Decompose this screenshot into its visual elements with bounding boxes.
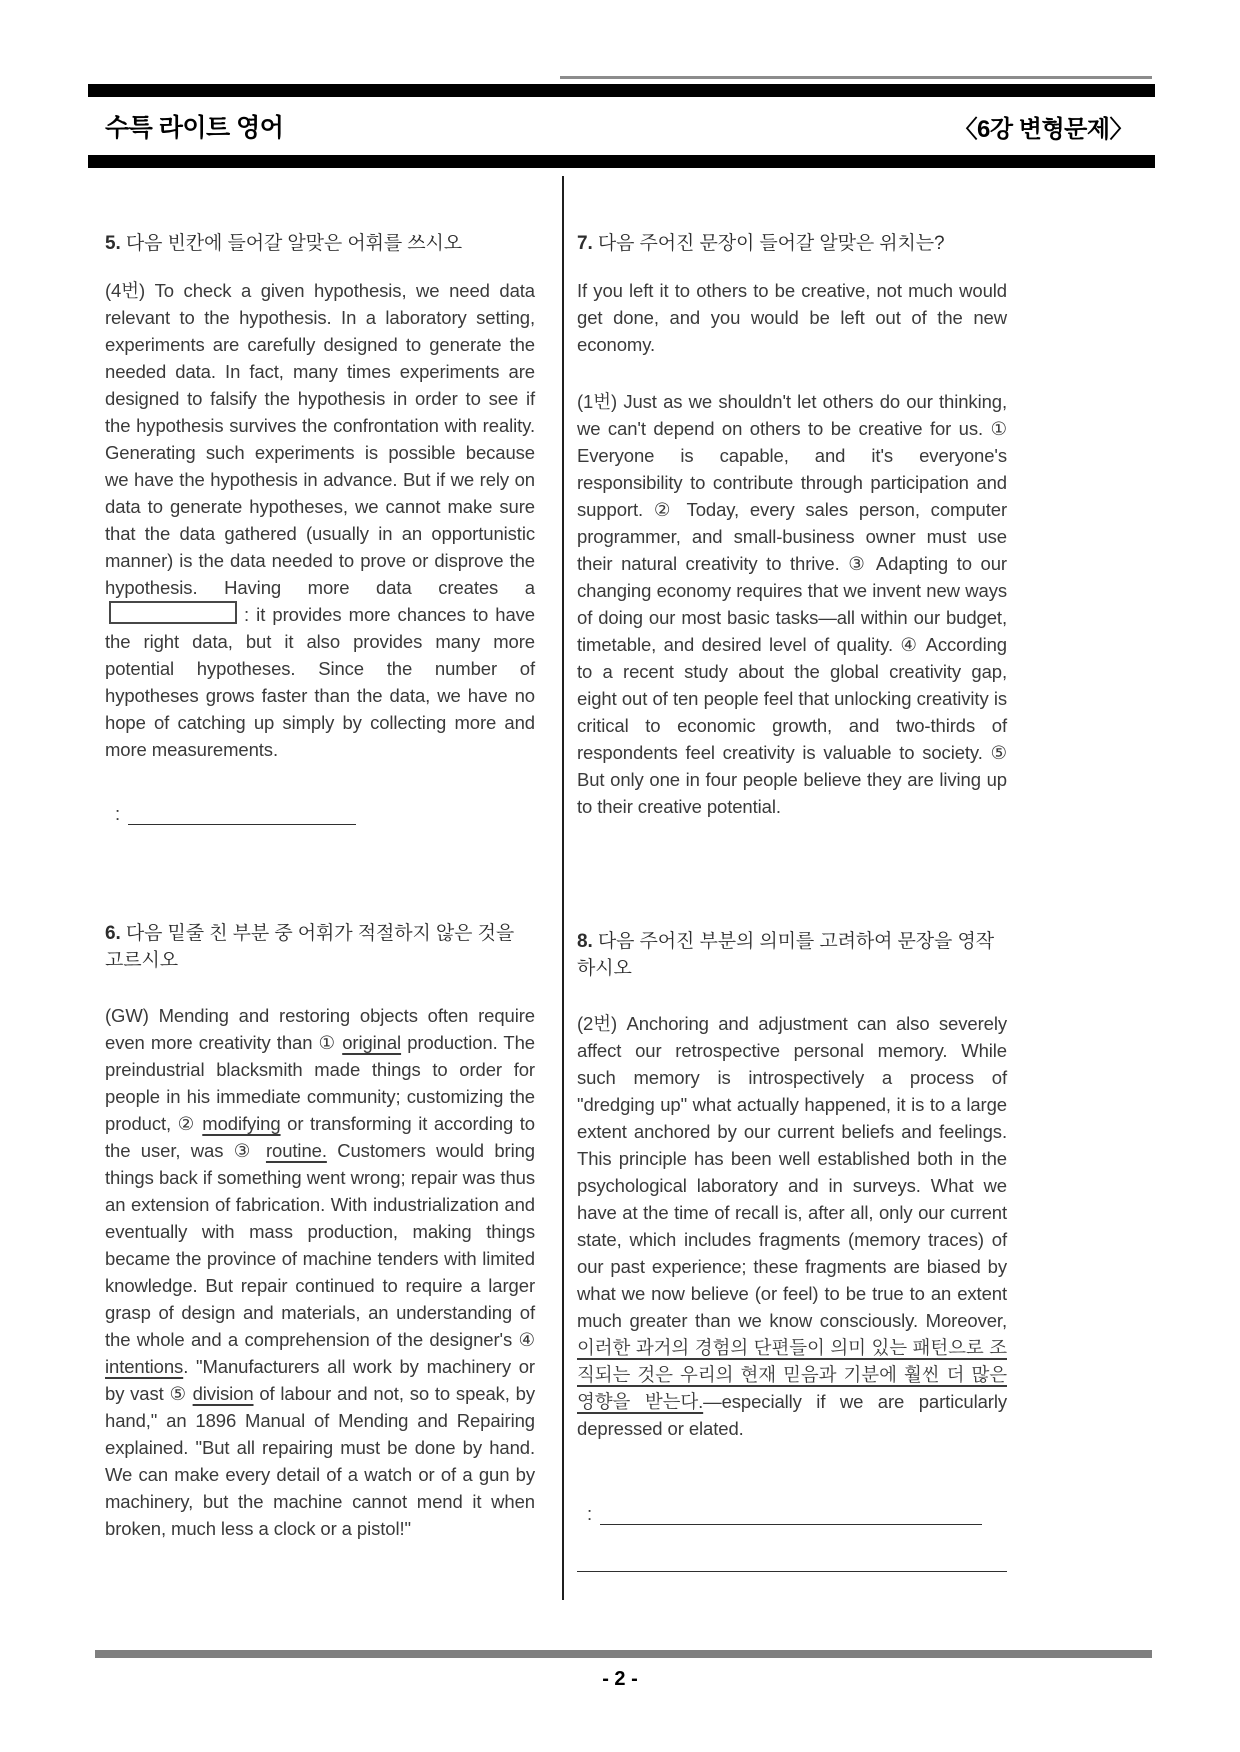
header-left-title: 수특 라이트 영어: [105, 114, 284, 142]
fill-in-blank-box: [109, 601, 237, 624]
q7-title: 다음 주어진 문장이 들어갈 알맞은 위치는?: [597, 233, 945, 254]
header-right-title: 〈6강 변형문제〉: [953, 115, 1133, 143]
q6-passage: (GW) Mending and restoring objects often require even more creativity than ① original production. The preindustrial blacksmith made things to order for people in his immediate community; customizing the product, ② modifying or transforming it according to the user, was ③ routine. Customers would bring things back if something went wrong; repair was thus an extension of fabrication. With industrialization and eventually with mass production, making things became the province of machine tenders with limited knowledge. But repair continued to require a larger grasp of design and materials, an understanding of the whole and a comprehension of the designer's ④ intentions. "Manufacturers all work by machinery or by vast ⑤ division of labour and not, so to speak, by hand," an 1896 Manual of Mending and Repairing explained. "But all repairing must be done by hand. We can make every detail of a watch or of a gun by machinery, but the machine cannot mend it when broken, much less a clock or a pistol!": [105, 1005, 535, 1539]
q8-passage: (2번) Anchoring and adjustment can also severely affect our retrospective personal memory. While such memory is introspectively a process of "dredging up" what actually happened, it is to a large extent anchored by our current beliefs and feelings. This principle has been well established both in the psychological laboratory and in surveys. What we have at the time of recall is, after all, only our current state, which includes fragments (memory traces) of our past experience; these fragments are biased by what we now believe (or feel) to be true to an extent much greater than we know consciously. Moreover, 이러한 과거의 경험의 단편들이 의미 있는 패턴으로 조직되는 것은 우리의 현재 믿음과 기분에 훨씬 더 많은 영향을 받는다.—especially if we are particularly depressed or elated.: [577, 1013, 1007, 1439]
page-number: - 2 -: [602, 1668, 638, 1690]
q8-answer-colon: :: [587, 1503, 593, 1524]
q5-number: 5.: [105, 233, 121, 254]
q8-answer-row: [577, 1500, 1007, 1527]
q6-heading: [105, 920, 535, 974]
q8-answer-blank-line-2: [577, 1571, 1007, 1572]
header-thin-rule: [560, 76, 1152, 79]
q5-answer-blank-line: [128, 808, 356, 825]
q5-passage: (4번) To check a given hypothesis, we need data relevant to the hypothesis. In a laboratory setting, experiments are carefully designed to generate the needed data. In fact, many times experiments are designed to falsify the hypothesis in order to see if the hypothesis survives the confrontation with reality. Generating such experiments is possible because we have the hypothesis in advance. But if we rely on data to generate hypotheses, we cannot make sure that the data gathered (usually in an opportunistic manner) is the data needed to prove or disprove the hypothesis. Having more data creates a: it provides more chances to have the right data, but it also provides many more potential hypotheses. Since the number of hypotheses grows faster than the data, we have no hope of catching up simply by collecting more and more measurements.: [105, 280, 535, 760]
q5-title: 다음 빈칸에 들어갈 알맞은 어휘를 쓰시오: [125, 233, 463, 254]
column-divider: [562, 176, 564, 1600]
footer-rule: [95, 1650, 1152, 1658]
q6-title: 다음 밑줄 친 부분 중 어휘가 적절하지 않은 것을 고르시오: [105, 923, 515, 971]
q8-answer-blank-line-1: [600, 1508, 982, 1525]
q7-number: 7.: [577, 233, 593, 254]
header-top-bar: [88, 84, 1155, 97]
header-bottom-bar: [88, 155, 1155, 168]
q5-answer-row: [105, 800, 535, 827]
q7-given-sentence: If you left it to others to be creative, not much would get done, and you would be left out of the new economy.: [577, 280, 1007, 355]
q5-heading: [105, 230, 535, 257]
q5-answer-colon: :: [115, 803, 121, 824]
left-column: [105, 230, 535, 1542]
q8-heading: [577, 928, 1007, 982]
header: [105, 101, 1133, 151]
right-column: [577, 230, 1007, 1572]
q7-passage: (1번) Just as we shouldn't let others do our thinking, we can't depend on others to be creative for us. ① Everyone is capable, and it's everyone's responsibility to contribute through participation and support. ② Today, every sales person, computer programmer, and small-business owner must use their natural creativity to thrive. ③ Adapting to our changing economy requires that we invent new ways of doing our most basic tasks—all within our budget, timetable, and desired level of quality. ④ According to a recent study about the global creativity gap, eight out of ten people feel that unlocking creativity is critical to economic growth, and two-thirds of respondents feel creativity is valuable to society. ⑤ But only one in four people believe they are living up to their creative potential.: [577, 391, 1007, 817]
q6-number: 6.: [105, 923, 121, 944]
q8-title: 다음 주어진 부분의 의미를 고려하여 문장을 영작하시오: [577, 931, 994, 979]
q8-number: 8.: [577, 931, 593, 952]
q7-heading: [577, 230, 1007, 257]
